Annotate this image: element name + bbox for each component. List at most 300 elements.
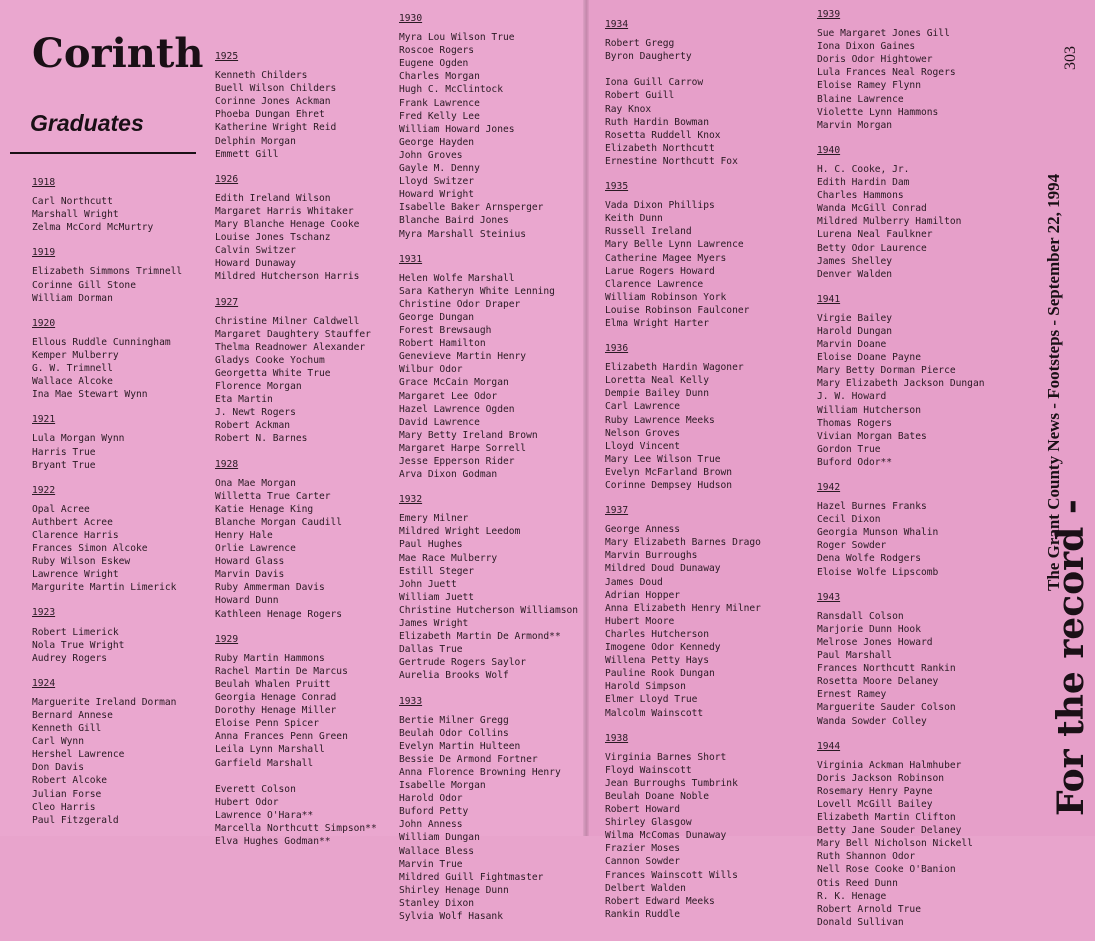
year-section (215, 458, 377, 621)
year-section (215, 173, 377, 284)
graduate-name: Beulah Doane Noble (605, 790, 709, 802)
graduate-name: Gertrude Rogers Saylor (399, 657, 527, 669)
graduate-name: Gladys Cooke Yochum (215, 354, 325, 366)
page-number: 303 (1062, 46, 1079, 70)
graduate-name: J. W. Howard (817, 391, 887, 403)
graduate-name: Dorothy Henage Miller (215, 705, 337, 717)
year-section (32, 677, 182, 827)
year-section (215, 296, 377, 446)
graduate-name: Lawrence Wright (32, 569, 119, 581)
graduate-name: Elizabeth Hardin Wagoner (605, 362, 744, 374)
graduate-name: Mary Betty Dorman Pierce (817, 365, 956, 377)
graduate-name: Larue Rogers Howard (605, 265, 715, 277)
year-section (399, 695, 578, 924)
graduate-name: Lloyd Switzer (399, 176, 475, 188)
graduate-name: Betty Odor Laurence (817, 242, 927, 254)
graduate-name: Edith Hardin Dam (817, 177, 910, 189)
graduate-name: William Hutcherson (817, 404, 921, 416)
graduate-name: Robert Guill (605, 90, 675, 102)
graduate-name: Mildred Hutcherson Harris (215, 271, 360, 283)
year-heading: 1936 (605, 343, 629, 355)
graduate-name: Roscoe Rogers (399, 45, 475, 57)
graduate-name: Audrey Rogers (32, 652, 108, 664)
graduate-name: Zelma McCord McMurtry (32, 222, 154, 234)
graduate-name: Otis Reed Dunn (817, 877, 898, 889)
graduate-name: Shirley Glasgow (605, 817, 692, 829)
graduate-name: James Wright (399, 618, 469, 630)
graduate-name: Kenneth Gill (32, 723, 102, 735)
graduate-name: Christine Odor Draper (399, 298, 521, 310)
graduate-name: Corinne Gill Stone (32, 279, 136, 291)
graduate-name: Margaret Daughtery Stauffer (215, 328, 371, 340)
year-section (817, 293, 985, 469)
graduate-name: Kemper Mulberry (32, 349, 119, 361)
graduate-name: Loretta Neal Kelly (605, 375, 709, 387)
graduate-name: Henry Hale (215, 530, 273, 541)
graduate-name: Buford Odor** (817, 456, 893, 468)
graduate-name: Christine Hutcherson Williamson (399, 604, 579, 616)
graduate-name: Virginia Ackman Halmhuber (817, 759, 962, 771)
graduate-name: Everett Colson (215, 783, 296, 795)
graduate-name: Mary Elizabeth Barnes Drago (605, 537, 761, 549)
graduate-name: Buell Wilson Childers (215, 83, 337, 95)
graduate-name: Corinne Jones Ackman (215, 96, 331, 108)
year-section (215, 633, 377, 849)
year-section (32, 176, 182, 234)
year-section (605, 18, 761, 168)
graduate-name: Lula Morgan Wynn (32, 433, 125, 445)
year-heading: 1944 (817, 740, 841, 752)
graduate-name: Isabelle Morgan (399, 780, 486, 792)
graduate-name: Kenneth Childers (215, 70, 308, 82)
graduate-name: Mary Bell Nicholson Nickell (817, 838, 973, 850)
graduate-name: Genevieve Martin Henry (399, 351, 527, 363)
graduate-name: John Juett (399, 578, 457, 590)
graduate-name: Frances Wainscott Wills (605, 869, 738, 881)
graduate-name: Corinne Dempsey Hudson (605, 480, 733, 491)
graduate-name: William Dungan (399, 832, 480, 844)
graduate-name: Charles Morgan (399, 71, 480, 83)
graduate-name: Bertie Milner Gregg (399, 714, 509, 726)
graduate-name: Georgia Henage Conrad (215, 692, 337, 704)
graduate-name: John Groves (399, 149, 463, 161)
graduate-name: Estill Steger (399, 565, 475, 577)
graduate-name: Robert N. Barnes (215, 433, 308, 445)
year-section (817, 740, 985, 929)
graduate-name: Myra Marshall Steinius (399, 228, 527, 240)
graduate-name: David Lawrence (399, 416, 480, 428)
graduate-name: Frances Northcutt Rankin (817, 663, 956, 675)
graduate-name: Mildred Wright Leedom (399, 526, 521, 538)
graduate-name: Delphin Morgan (215, 135, 296, 147)
graduate-name: Dallas True (399, 644, 463, 656)
graduate-name: Elma Wright Harter (605, 317, 709, 329)
graduate-name: Evelyn Martin Hulteen (399, 740, 521, 752)
graduate-name: Buford Petty (399, 806, 469, 818)
graduate-name: Nell Rose Cooke O'Banion (817, 864, 956, 876)
graduate-name: Charles Hammons (817, 190, 904, 202)
graduate-name: Cleo Harris (32, 801, 96, 813)
graduate-name: Carl Lawrence (605, 401, 681, 413)
graduate-name: Lovell McGill Bailey (817, 798, 933, 810)
graduate-name: Marvin Davis (215, 569, 285, 581)
graduate-name: Louise Robinson Faulconer (605, 304, 750, 316)
graduate-name: Eugene Ogden (399, 58, 469, 70)
graduate-name: Ruby Wilson Eskew (32, 556, 131, 568)
graduate-name: Keith Dunn (605, 213, 663, 225)
graduate-name: Garfield Marshall (215, 757, 314, 769)
graduate-name: Bryant True (32, 459, 96, 471)
graduate-name: Vivian Morgan Bates (817, 430, 927, 442)
graduate-name: Sara Katheryn White Lenning (399, 285, 555, 297)
graduate-name: Clarence Harris (32, 529, 119, 541)
graduate-name: Wallace Bless (399, 845, 475, 857)
graduate-name: Lloyd Vincent (605, 440, 681, 452)
graduate-name: Adrian Hopper (605, 589, 681, 601)
graduate-name: Hazel Lawrence Ogden (399, 403, 515, 415)
graduate-name: Howard Dunaway (215, 258, 296, 270)
year-heading: 1938 (605, 732, 629, 744)
graduate-name: Shirley Henage Dunn (399, 884, 509, 896)
graduates-column-4 (605, 18, 761, 933)
graduate-name: Marvin Burroughs (605, 550, 698, 562)
graduate-name: Wilma McComas Dunaway (605, 830, 727, 842)
graduate-name: Blaine Lawrence (817, 93, 904, 105)
graduate-name: Ruby Ammerman Davis (215, 582, 325, 594)
graduate-name: Eloise Penn Spicer (215, 718, 319, 730)
graduate-name: William Howard Jones (399, 123, 515, 135)
graduate-name: Floyd Wainscott (605, 764, 692, 776)
graduate-name: Thomas Rogers (817, 417, 893, 429)
graduates-column-2 (215, 50, 377, 860)
year-section (817, 481, 985, 579)
graduate-name: Ernestine Northcutt Fox (605, 155, 738, 167)
graduate-name: Howard Wright (399, 189, 475, 201)
graduate-name: Willetta True Carter (215, 490, 331, 502)
graduate-name: Ruby Lawrence Meeks (605, 414, 715, 426)
graduate-name: Marvin Doane (817, 339, 887, 351)
graduate-name: Blanche Morgan Caudill (215, 516, 343, 528)
graduate-name: Marcella Northcutt Simpson** (215, 822, 377, 834)
graduate-name: Roger Sowder (817, 540, 887, 552)
graduate-name: Paul Hughes (399, 539, 463, 551)
graduate-name: Arva Dixon Godman (399, 469, 498, 481)
graduate-name: Melrose Jones Howard (817, 636, 933, 648)
graduate-name: Sylvia Wolf Hasank (399, 911, 503, 922)
graduate-name: Fred Kelly Lee (399, 110, 480, 122)
graduate-name: Katherine Wright Reid (215, 122, 337, 134)
graduate-name: Georgia Munson Whalin (817, 527, 939, 539)
page-fold (583, 0, 589, 836)
graduates-column-3 (399, 12, 578, 935)
graduate-name: Anna Elizabeth Henry Milner (605, 602, 761, 614)
graduate-name: Anna Florence Browning Henry (399, 766, 561, 778)
year-section (32, 413, 182, 471)
year-heading: 1921 (32, 414, 56, 426)
graduate-name: Rachel Martin De Marcus (215, 665, 348, 677)
year-heading: 1926 (215, 173, 239, 185)
graduate-name: Vada Dixon Phillips (605, 200, 715, 212)
graduate-name: Dempie Bailey Dunn (605, 388, 709, 400)
graduate-name: Denver Walden (817, 268, 893, 280)
graduate-name: Lurena Neal Faulkner (817, 229, 933, 241)
graduate-name: Hugh C. McClintock (399, 84, 503, 96)
graduate-name: Mary Lee Wilson True (605, 453, 721, 465)
graduate-name: Eta Martin (215, 394, 273, 406)
graduate-name: Byron Daugherty (605, 51, 692, 63)
graduate-name: Stanley Dixon (399, 897, 475, 909)
graduate-name: Bessie De Armond Fortner (399, 753, 538, 765)
graduate-name: Louise Jones Tschanz (215, 232, 331, 244)
year-section (605, 180, 761, 330)
graduate-name: Charles Hutcherson (605, 628, 709, 640)
graduate-name: Kathleen Henage Rogers (215, 608, 343, 620)
graduate-name: Rosetta Moore Delaney (817, 676, 939, 688)
graduate-name: Doris Jackson Robinson (817, 772, 945, 784)
graduate-name: Hershel Lawrence (32, 749, 125, 761)
year-heading: 1927 (215, 296, 239, 308)
graduate-name: Beulah Whalen Pruitt (215, 678, 331, 690)
graduate-name: Phoeba Dungan Ehret (215, 109, 325, 121)
graduate-name: Eloise Wolfe Lipscomb (817, 566, 939, 578)
year-section (605, 732, 761, 921)
year-section (32, 484, 182, 595)
year-section (399, 493, 578, 682)
graduate-name: Marvin Morgan (817, 119, 893, 131)
graduate-name: Elizabeth Simmons Trimnell (32, 266, 183, 278)
graduate-name: Donald Sullivan (817, 916, 904, 928)
graduate-name: Lula Frances Neal Rogers (817, 67, 956, 79)
graduate-name: Anna Frances Penn Green (215, 731, 348, 743)
graduate-name: Elizabeth Northcutt (605, 142, 715, 154)
year-heading: 1943 (817, 591, 841, 603)
graduate-name: Eloise Ramey Flynn (817, 80, 921, 92)
graduate-name: Jean Burroughs Tumbrink (605, 777, 738, 789)
graduate-name: Robert Alcoke (32, 775, 108, 787)
graduate-name: Paul Fitzgerald (32, 814, 119, 826)
graduate-name: Willena Petty Hays (605, 655, 709, 667)
graduate-name: Robert Arnold True (817, 903, 921, 915)
graduate-name: Thelma Readnower Alexander (215, 341, 366, 353)
graduate-name: Wallace Alcoke (32, 376, 113, 388)
graduate-name: Gordon True (817, 443, 881, 455)
graduate-name: Robert Edward Meeks (605, 895, 715, 907)
graduate-name: George Anness (605, 524, 681, 536)
graduate-name: Marguerite Ireland Dorman (32, 696, 177, 708)
graduate-name: Ona Mae Morgan (215, 477, 296, 489)
graduate-name: Wilbur Odor (399, 364, 463, 376)
graduate-name: Aurelia Brooks Wolf (399, 670, 509, 682)
graduate-name: Russell Ireland (605, 226, 692, 238)
graduate-name: H. C. Cooke, Jr. (817, 163, 910, 175)
graduate-name: Mildred Mulberry Hamilton (817, 216, 962, 228)
year-heading: 1923 (32, 607, 56, 619)
graduate-name: Blanche Baird Jones (399, 215, 509, 227)
graduate-name: James Doud (605, 576, 663, 588)
graduate-name: Jesse Epperson Rider (399, 456, 515, 467)
graduate-name: Nelson Groves (605, 427, 681, 439)
year-heading: 1925 (215, 51, 239, 62)
graduate-name: Hazel Burnes Franks (817, 501, 927, 513)
graduate-name: Iona Dixon Gaines (817, 41, 916, 53)
year-heading: 1919 (32, 247, 56, 259)
graduate-name: Emery Milner (399, 513, 469, 525)
graduate-name: Marshall Wright (32, 209, 119, 221)
year-heading: 1920 (32, 317, 56, 329)
year-heading: 1918 (32, 177, 56, 188)
graduate-name: Gayle M. Denny (399, 163, 480, 175)
graduate-name: R. K. Henage (817, 890, 887, 902)
year-heading: 1942 (817, 482, 841, 493)
graduate-name: Harris True (32, 446, 96, 458)
graduate-name: Julian Forse (32, 788, 102, 800)
graduate-name: Orlie Lawrence (215, 543, 296, 555)
graduate-name: Sue Margaret Jones Gill (817, 28, 950, 40)
year-section (817, 144, 985, 281)
graduate-name: Authbert Acree (32, 516, 113, 528)
year-section (215, 50, 377, 161)
graduate-name: Frances Simon Alcoke (32, 543, 148, 555)
graduate-name: Cecil Dixon (817, 514, 881, 526)
graduate-name: Ina Mae Stewart Wynn (32, 389, 148, 401)
year-heading: 1935 (605, 181, 629, 193)
graduate-name: Elva Hughes Godman** (215, 836, 331, 848)
graduate-name: Howard Glass (215, 556, 285, 568)
graduate-name: Cannon Sowder (605, 856, 681, 868)
year-heading: 1933 (399, 695, 423, 707)
year-heading: 1924 (32, 677, 56, 689)
graduate-name: Doris Odor Hightower (817, 54, 933, 66)
year-heading: 1928 (215, 458, 239, 470)
vertical-title: For the record - (1050, 499, 1092, 816)
graduate-name: Isabelle Baker Arnsperger (399, 202, 544, 214)
graduate-name: Mae Race Mulberry (399, 552, 498, 564)
year-heading: 1929 (215, 633, 239, 645)
year-section (32, 317, 182, 402)
year-heading: 1937 (605, 505, 629, 517)
graduate-name: Paul Marshall (817, 650, 893, 662)
graduate-name: Mildred Guill Fightmaster (399, 871, 544, 883)
graduate-name: Hubert Moore (605, 615, 675, 627)
graduate-name: Virgie Bailey (817, 312, 893, 324)
graduate-name: Ransdall Colson (817, 610, 904, 622)
graduate-name: Leila Lynn Marshall (215, 744, 325, 756)
vertical-subtitle: The Grant County News - Footsteps - September 22, 1994 (1044, 173, 1063, 591)
graduate-name: Catherine Magee Myers (605, 252, 727, 264)
graduate-name: Mary Blanche Henage Cooke (215, 219, 360, 231)
graduate-name: Ernest Ramey (817, 689, 887, 701)
graduate-name: Mildred Doud Dunaway (605, 563, 721, 575)
graduate-name: Betty Jane Souder Delaney (817, 825, 962, 837)
graduate-name: Ellous Ruddle Cunningham (32, 336, 171, 348)
graduate-name: Hubert Odor (215, 796, 279, 808)
graduate-name: Margaret Lee Odor (399, 390, 498, 402)
page-subtitle: Graduates (30, 110, 144, 136)
year-heading: 1939 (817, 9, 841, 20)
graduate-name: Bernard Annese (32, 710, 113, 721)
graduate-name: Frank Lawrence (399, 97, 480, 109)
graduate-name: Wanda Sowder Colley (817, 715, 927, 727)
graduate-name: Margurite Martin Limerick (32, 582, 177, 594)
graduate-name: Forest Brewsaugh (399, 325, 492, 337)
graduate-name: Helen Wolfe Marshall (399, 272, 515, 284)
graduate-name: Violette Lynn Hammons (817, 106, 939, 118)
graduate-name: Mary Belle Lynn Lawrence (605, 239, 744, 251)
graduate-name: Elizabeth Martin De Armond** (399, 631, 561, 643)
graduate-name: Virginia Barnes Short (605, 751, 727, 763)
graduates-column-5 (817, 8, 985, 941)
title-divider (10, 152, 196, 154)
year-heading: 1940 (817, 144, 841, 156)
graduate-name: Elizabeth Martin Clifton (817, 812, 956, 824)
graduate-name: Marvin True (399, 858, 463, 870)
graduate-name: John Anness (399, 819, 463, 831)
year-section (32, 246, 182, 304)
graduate-name: George Dungan (399, 311, 475, 323)
graduate-name: Malcolm Wainscott (605, 707, 704, 719)
graduate-name: Grace McCain Morgan (399, 377, 509, 389)
graduate-name: Margaret Harpe Sorrell (399, 442, 527, 454)
graduate-name: Dena Wolfe Rodgers (817, 553, 921, 565)
graduate-name: Robert Limerick (32, 626, 119, 638)
year-section (399, 253, 578, 482)
graduate-name: Iona Guill Carrow (605, 77, 704, 89)
graduate-name: Myra Lou Wilson True (399, 32, 515, 44)
graduate-name: Howard Dunn (215, 595, 279, 607)
graduate-name: Pauline Rook Dungan (605, 668, 715, 680)
graduate-name: Opal Acree (32, 503, 90, 515)
graduate-name: J. Newt Rogers (215, 407, 296, 419)
graduate-name: Harold Odor (399, 793, 463, 805)
graduate-name: Delbert Walden (605, 882, 686, 894)
graduate-name: Florence Morgan (215, 381, 302, 393)
graduate-name: Emmett Gill (215, 148, 279, 160)
graduate-name: Carl Wynn (32, 736, 84, 748)
graduate-name: Margaret Harris Whitaker (215, 205, 354, 217)
year-heading: 1932 (399, 494, 423, 506)
graduate-name: Robert Howard (605, 804, 681, 816)
graduate-name: Robert Gregg (605, 38, 675, 50)
graduate-name: Georgetta White True (215, 367, 331, 379)
year-heading: 1931 (399, 253, 423, 265)
graduate-name: Mary Betty Ireland Brown (399, 429, 538, 441)
graduate-name: Marjorie Dunn Hook (817, 623, 921, 635)
graduate-name: George Hayden (399, 136, 475, 148)
graduate-name: James Shelley (817, 255, 893, 267)
graduates-column-1 (32, 176, 182, 839)
graduate-name: Ray Knox (605, 103, 652, 115)
graduate-name: G. W. Trimnell (32, 363, 113, 375)
page-title: Corinth (32, 30, 204, 77)
graduate-name: Eloise Doane Payne (817, 352, 921, 364)
graduate-name: Christine Milner Caldwell (215, 315, 360, 327)
year-section (605, 342, 761, 492)
graduate-name (215, 770, 377, 783)
graduate-name: Mary Elizabeth Jackson Dungan (817, 378, 985, 390)
year-section (817, 591, 985, 728)
graduate-name: Rosemary Henry Payne (817, 785, 933, 797)
graduate-name: William Juett (399, 591, 475, 603)
year-heading: 1941 (817, 293, 841, 305)
graduate-name: Elmer Lloyd True (605, 694, 698, 706)
graduate-name: Marguerite Sauder Colson (817, 702, 956, 714)
graduate-name: Rankin Ruddle (605, 908, 681, 920)
graduate-name: Ruth Shannon Odor (817, 851, 916, 863)
year-heading: 1922 (32, 484, 56, 496)
graduate-name: Ruth Hardin Bowman (605, 116, 709, 128)
graduate-name: Ruby Martin Hammons (215, 652, 325, 664)
graduate-name: Harold Simpson (605, 681, 686, 693)
